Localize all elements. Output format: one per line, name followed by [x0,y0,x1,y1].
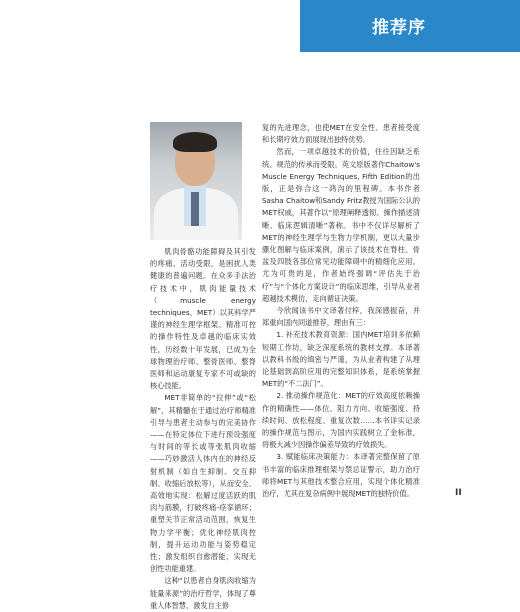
right-paragraph-6: 3. 赋能临床决策能力：本译著完整保留了原书丰富的临床推理框架与禁忌证警示，助力治疗师将MET与其他技术整合应用，实现个体化精准治疗，尤其在复杂病例中展现MET的独特价值。 [262,452,420,499]
right-paragraph-4: 1. 补充技术教育资源：国内MET培训多依赖短期工作坊，缺乏深度系统的教材支撑。本译著以教科书级的缜密与严谨，为从业者构建了从理论基础到高阶应用的完整知识体系，是系统掌握MET的“不二法门”。 [262,330,420,389]
photo-hair [173,132,217,152]
right-text-column [262,122,420,500]
right-paragraph-3: 今欣闻该书中文译著付梓，我深感振奋，并郑重向国内同道推荐，理由有三： [262,306,420,328]
page-title: 推荐序 [372,18,426,38]
right-paragraph-2: 然而，一项卓越技术的价值，往往因缺乏系统、规范的传承而受限。英文原版著作Chaitow's Muscle Energy Techniques, Fifth Edition的出版，正是弥合这一鸿沟的里程碑。本书作者Sasha Chaitow和Sandy Fritz教授为国际公认的MET权威，其著作以“原理阐释透彻、操作描述清晰、临床逻辑清晰”著称。书中不仅详尽解析了MET的神经生理学与生物力学机制，更以大量步骤化图解与临床案例，演示了该技术在脊柱、骨盆及四肢各部位常见功能障碍中的精细化应用。尤为可贵的是，作者始终强调“评估先于治疗”与“个体化方案设计”的临床思维，引导从业者超越技术模仿，走向循证决策。 [262,147,420,303]
right-paragraph-5: 2. 推动操作规范化：MET的疗效高度依赖操作的精确性——体位、阻力方向、收缩强度、持续时间、放松程度、重复次数……本书详实记录的操作规范与图示，为国内实践树立了金标准，将极大减少因操作偏差导致的疗效损失。 [262,391,420,450]
left-text-column [150,246,256,612]
author-photo [150,122,242,240]
right-paragraph-1: 复的先进理念，也使MET在安全性、患者接受度和长期疗效方面展现出独特优势。 [262,123,420,145]
page-number: II [455,488,462,498]
photo-tie [191,192,199,226]
left-paragraph-2: MET非简单的“拉伸”或“松解”，其精髓在于通过治疗师精准引导与患者主动参与的完美协作——在特定体位下进行预设强度与时间的等长或等张肌肉收缩——巧妙激活人体内在的神经反射机制（如自生抑制、交互抑制、收缩后放松等），从而安全、高效地实现：松解过度活跃的肌肉与筋膜，打破疼痛-痉挛循环；重塑关节正常活动范围，恢复生物力学平衡；优化神经肌肉控制，提升运动功能与姿势稳定性；激发组织自愈潜能，实现无创性功能重建。 [150,393,256,574]
title-bar [300,0,520,52]
left-paragraph-3: 这种“以患者自身肌肉收缩为能量来源”的治疗哲学，体现了尊重人体智慧、激发自主修 [150,576,256,610]
left-paragraph-1: 肌肉骨骼功能障碍及其引发的疼痛、活动受限，是困扰人类健康的普遍问题。在众多手法治疗技术中，肌肉能量技术（muscle energy techniques，MET）以其科学严谨的神经生理学框架、精准可控的操作特性及卓越的临床实效性，历经数十年发展，已成为全球物理治疗师、整骨医师、整脊医师和运动康复专家不可或缺的核心技能。 [150,247,256,391]
